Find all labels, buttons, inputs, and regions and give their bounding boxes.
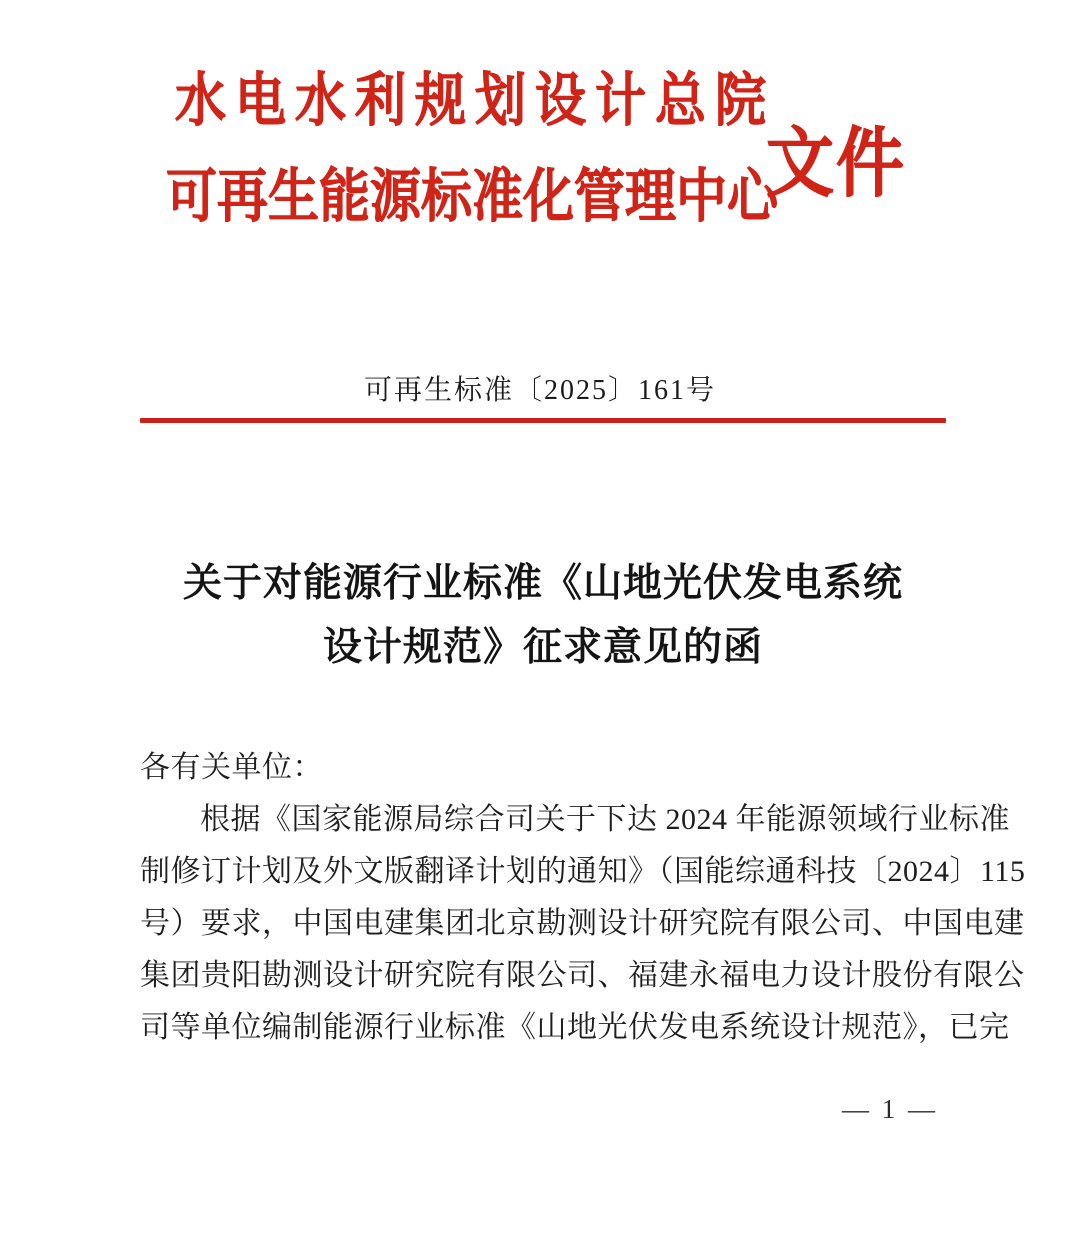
salutation: 各有关单位：	[140, 751, 323, 784]
document-title-line-1: 关于对能源行业标准《山地光伏发电系统	[182, 562, 903, 605]
document-title-line-2: 设计规范》征求意见的函	[322, 626, 763, 669]
body-line: 号）要求，中国电建集团北京勘测设计研究院有限公司、中国电建	[140, 907, 1025, 940]
red-separator-rule	[140, 418, 946, 423]
issuing-organization	[166, 62, 779, 229]
body-paragraph-1	[140, 794, 1026, 1054]
organization-name-line-1: 水电水利规划设计总院	[175, 67, 776, 133]
document-body	[140, 742, 1026, 1054]
body-line: 集团贵阳勘测设计研究院有限公司、福建永福电力设计股份有限公	[140, 959, 1025, 992]
letterhead	[0, 62, 1080, 242]
organization-name-line-2: 可再生能源标准化管理中心	[166, 163, 779, 229]
document-serial-number: 可再生标准〔2025〕161号	[363, 375, 716, 406]
page-number: — 1 —	[842, 1094, 938, 1124]
body-line: 司等单位编制能源行业标准《山地光伏发电系统设计规范》，已完	[140, 1011, 1010, 1044]
body-line: 制修订计划及外文版翻译计划的通知》（国能综通科技〔2024〕115	[140, 855, 1026, 888]
document-title	[140, 552, 946, 680]
document-kind-label: 文件	[766, 121, 907, 207]
body-line: 根据《国家能源局综合司关于下达 2024 年能源领域行业标准	[200, 803, 1010, 836]
